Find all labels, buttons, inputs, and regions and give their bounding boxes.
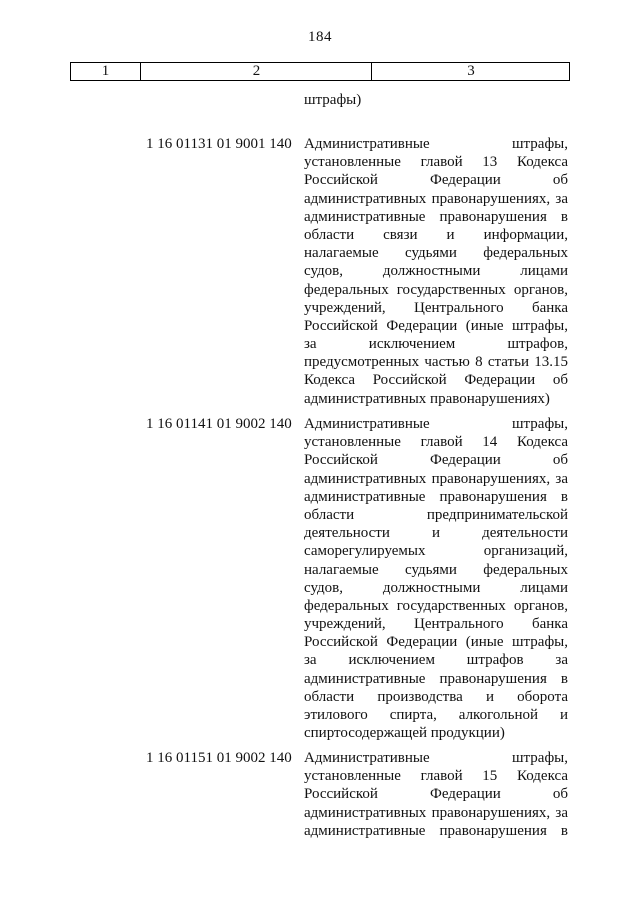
text-line: спиртосодержащей продукции) xyxy=(304,725,505,742)
text-line: Российской Федерации об xyxy=(304,452,568,469)
budget-code: 1 16 01131 01 9001 140 xyxy=(146,136,292,152)
text-line: судов, должностными лицами xyxy=(304,263,568,280)
text-line: за исключением штрафов, xyxy=(304,336,568,353)
text-line: Административные штрафы, xyxy=(304,750,568,766)
text-line: области производства и оборота xyxy=(304,688,568,705)
text-line: административные правонарушения в xyxy=(304,822,568,839)
column-header-table xyxy=(70,62,570,81)
entry-description xyxy=(304,415,568,742)
text-line: деятельности и деятельности xyxy=(304,525,568,542)
entry-description xyxy=(304,749,568,840)
budget-code: 1 16 01141 01 9002 140 xyxy=(146,416,292,432)
text-line: саморегулируемых организаций, xyxy=(304,543,568,560)
text-line: административных правонарушениях, за xyxy=(304,470,568,487)
text-line: за исключением штрафов за xyxy=(304,652,568,669)
text-line: судов, должностными лицами xyxy=(304,579,568,596)
text-line: установленные главой 15 Кодекса xyxy=(304,768,568,785)
text-line: установленные главой 14 Кодекса xyxy=(304,434,568,451)
text-line: федеральных государственных органов, xyxy=(304,281,568,298)
column-header-1: 1 xyxy=(101,63,110,79)
text-line: налагаемые судьями федеральных xyxy=(304,561,568,578)
text-line: Российской Федерации об xyxy=(304,172,568,189)
entry-description xyxy=(304,135,568,408)
text-line: установленные главой 13 Кодекса xyxy=(304,154,568,171)
column-header-3: 3 xyxy=(371,63,570,80)
budget-code: 1 16 01151 01 9002 140 xyxy=(146,750,292,766)
text-line: области связи и информации, xyxy=(304,226,568,243)
text-line: Административные штрафы, xyxy=(304,136,568,152)
page-number: 184 xyxy=(308,29,332,45)
text-line: Кодекса Российской Федерации об xyxy=(304,372,568,389)
text-line: области предпринимательской xyxy=(304,506,568,523)
text-line: Российской Федерации (иные штрафы, xyxy=(304,634,568,651)
text-line: штрафы) xyxy=(304,92,362,108)
text-line: административных правонарушениях, за xyxy=(304,804,568,821)
text-line: налагаемые судьями федеральных xyxy=(304,245,568,262)
text-line: учреждений, Центрального банка xyxy=(304,299,568,316)
text-line: Российской Федерации (иные штрафы, xyxy=(304,317,568,334)
text-line: административных правонарушениях, за xyxy=(304,190,568,207)
text-line: учреждений, Центрального банка xyxy=(304,616,568,633)
text-line: предусмотренных частью 8 статьи 13.15 xyxy=(304,354,568,371)
text-line: федеральных государственных органов, xyxy=(304,597,568,614)
text-line: этилового спирта, алкогольной и xyxy=(304,707,568,723)
text-line: административные правонарушения в xyxy=(304,488,568,505)
text-line: административные правонарушения в xyxy=(304,670,568,687)
text-line: административные правонарушения в xyxy=(304,208,568,225)
carryover-text xyxy=(304,91,568,109)
column-header-2: 2 xyxy=(140,63,372,80)
text-line: Административные штрафы, xyxy=(304,416,568,432)
text-line: Российской Федерации об xyxy=(304,786,568,803)
text-line: административных правонарушениях) xyxy=(304,390,550,407)
